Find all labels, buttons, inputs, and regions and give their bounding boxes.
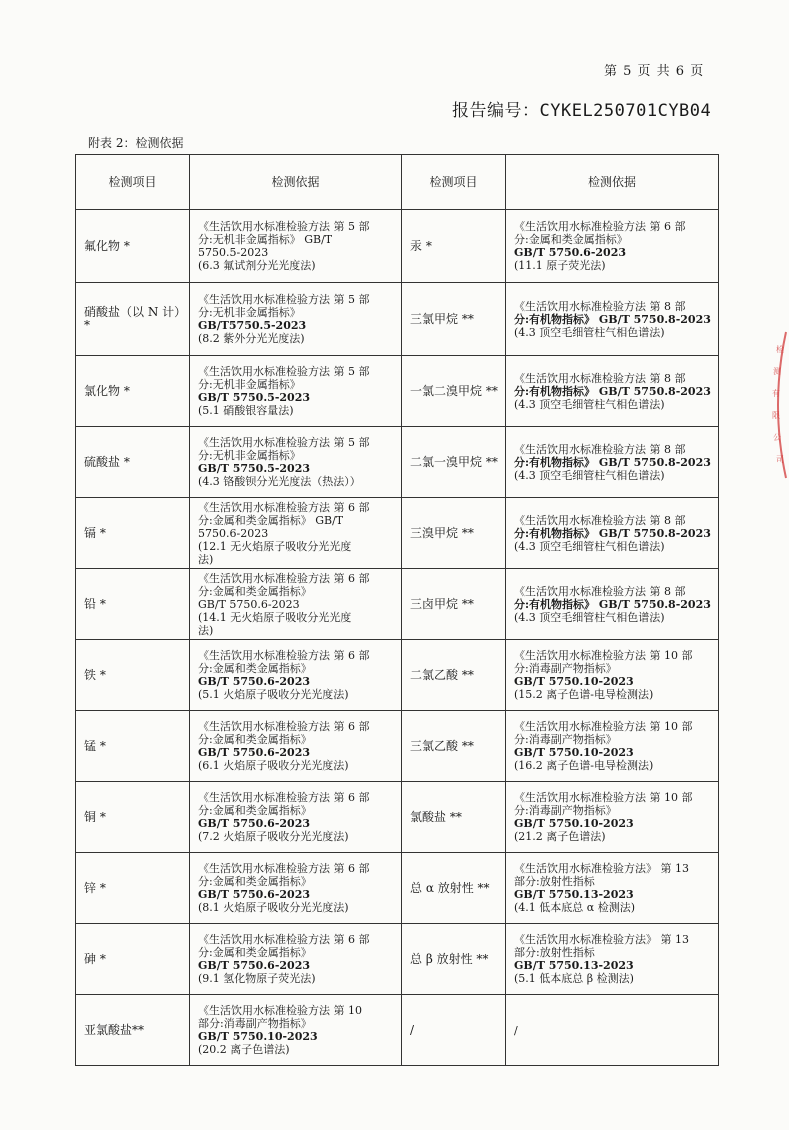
basis-line: (5.1 硝酸银容量法) <box>198 404 294 417</box>
page-indicator: 第 5 页 共 6 页 <box>604 64 705 79</box>
basis-line: GB/T 5750.10-2023 <box>514 675 634 688</box>
test-item: 三氯甲烷 ** <box>402 283 506 356</box>
basis-line: 分:金属和类金属指标》 <box>198 662 312 675</box>
basis-line: (6.3 氟试剂分光光度法) <box>198 259 316 272</box>
basis-line: 分:消毒副产物指标》 <box>514 662 617 675</box>
table-row <box>76 356 719 427</box>
basis-line: (9.1 氢化物原子荧光法) <box>198 972 316 985</box>
basis-line: (4.3 顶空毛细管柱气相色谱法) <box>514 468 665 482</box>
svg-text:限: 限 <box>772 411 780 420</box>
basis-line: 分:消毒副产物指标》 <box>514 733 617 746</box>
test-item: 一氯二溴甲烷 ** <box>402 356 506 427</box>
basis-line: 《生活饮用水标准检验方法 第 8 部 <box>514 299 686 313</box>
basis-line: 《生活饮用水标准检验方法 第 6 部 <box>198 720 370 733</box>
test-item: 总 α 放射性 ** <box>402 853 506 924</box>
test-item: 铁 * <box>76 640 190 711</box>
basis-line: 《生活饮用水标准检验方法 第 5 部 <box>198 436 370 449</box>
basis-line: 《生活饮用水标准检验方法 第 8 部 <box>514 584 686 598</box>
table-caption: 附表 2：检测依据 <box>88 136 184 150</box>
test-item: 汞 * <box>402 210 506 283</box>
test-item: 砷 * <box>76 924 190 995</box>
basis-line: 分:无机非金属指标》 <box>198 378 301 391</box>
report-number <box>452 96 711 121</box>
column-header: 检测依据 <box>506 155 719 210</box>
test-item: / <box>402 995 506 1066</box>
test-basis <box>506 782 719 853</box>
basis-line: (7.2 火焰原子吸收分光光度法) <box>198 830 349 843</box>
test-basis <box>190 498 402 569</box>
table-row <box>76 569 719 640</box>
test-item: 锰 * <box>76 711 190 782</box>
basis-line: GB/T 5750.13-2023 <box>514 888 634 901</box>
basis-line: 分:金属和类金属指标》 GB/T <box>198 513 344 527</box>
basis-line: 分:有机物指标》 GB/T 5750.8-2023 <box>514 312 711 326</box>
test-item: 亚氯酸盐** <box>76 995 190 1066</box>
basis-line: 《生活饮用水标准检验方法 第 5 部 <box>198 220 370 233</box>
basis-line: 分:无机非金属指标》 <box>198 306 301 319</box>
basis-line: 《生活饮用水标准检验方法 第 6 部 <box>198 791 370 804</box>
basis-line: 部分:放射性指标 <box>514 875 595 888</box>
basis-line: GB/T 5750.6-2023 <box>198 959 311 972</box>
test-basis <box>506 569 719 640</box>
table-row <box>76 427 719 498</box>
basis-line: 分:金属和类金属指标》 <box>198 875 312 888</box>
basis-line: (20.2 离子色谱法) <box>198 1043 290 1056</box>
test-item: 镉 * <box>76 498 190 569</box>
basis-table <box>75 154 719 1066</box>
test-basis <box>506 640 719 711</box>
test-item: 硫酸盐 * <box>76 427 190 498</box>
basis-line: (21.2 离子色谱法) <box>514 830 606 843</box>
basis-line: 《生活饮用水标准检验方法》 第 13 <box>514 933 689 946</box>
test-item: 三溴甲烷 ** <box>402 498 506 569</box>
basis-line: 法) <box>198 552 214 566</box>
test-item: 三氯乙酸 ** <box>402 711 506 782</box>
table-row <box>76 283 719 356</box>
basis-line: GB/T 5750.6-2023 <box>514 246 627 259</box>
table-row <box>76 711 719 782</box>
test-basis <box>190 210 402 283</box>
basis-line: 《生活饮用水标准检验方法 第 6 部 <box>198 649 370 662</box>
table-row <box>76 995 719 1066</box>
basis-line: (4.3 铬酸钡分光光度法（热法）） <box>198 475 361 488</box>
basis-line: (4.3 顶空毛细管柱气相色谱法) <box>514 325 665 339</box>
basis-line: 分:无机非金属指标》 GB/T <box>198 233 333 246</box>
basis-line: 《生活饮用水标准检验方法 第 6 部 <box>514 220 686 233</box>
column-header: 检测项目 <box>402 155 506 210</box>
basis-line: (4.3 顶空毛细管柱气相色谱法) <box>514 539 665 553</box>
basis-line: GB/T 5750.6-2023 <box>198 746 311 759</box>
basis-line: 部分:消毒副产物指标》 <box>198 1017 312 1030</box>
basis-line: 部分:放射性指标 <box>514 946 595 959</box>
test-basis <box>506 498 719 569</box>
seal-stamp-partial <box>766 330 788 480</box>
test-basis <box>506 711 719 782</box>
test-item: 铜 * <box>76 782 190 853</box>
report-number-value: CYKEL250701CYB04 <box>539 101 712 121</box>
basis-line: (5.1 低本底总 β 检测法) <box>514 972 634 985</box>
basis-line: 《生活饮用水标准检验方法 第 6 部 <box>198 500 370 514</box>
basis-line: GB/T 5750.10-2023 <box>514 746 634 759</box>
basis-line: (4.3 顶空毛细管柱气相色谱法) <box>514 397 665 411</box>
svg-text:有: 有 <box>772 389 780 398</box>
test-basis <box>190 711 402 782</box>
test-basis <box>506 995 719 1066</box>
basis-line: GB/T 5750.6-2023 <box>198 597 300 611</box>
basis-line: (5.1 火焰原子吸收分光光度法) <box>198 688 349 701</box>
basis-line: 分:金属和类金属指标》 <box>198 804 312 817</box>
basis-line: 《生活饮用水标准检验方法 第 5 部 <box>198 365 370 378</box>
basis-line: GB/T 5750.10-2023 <box>198 1030 318 1043</box>
basis-line: 《生活饮用水标准检验方法 第 6 部 <box>198 933 370 946</box>
test-basis <box>506 853 719 924</box>
test-basis <box>190 427 402 498</box>
table-row <box>76 210 719 283</box>
basis-line: 分:金属和类金属指标》 <box>198 733 312 746</box>
basis-line: (16.2 离子色谱-电导检测法) <box>514 759 654 772</box>
test-basis <box>506 427 719 498</box>
basis-line: GB/T5750.5-2023 <box>198 319 307 332</box>
test-item: 三卤甲烷 ** <box>402 569 506 640</box>
basis-line: GB/T 5750.6-2023 <box>198 888 311 901</box>
basis-line: 《生活饮用水标准检验方法》 第 13 <box>514 862 689 875</box>
test-basis <box>190 356 402 427</box>
test-basis <box>506 210 719 283</box>
basis-line: GB/T 5750.5-2023 <box>198 391 311 404</box>
basis-line: GB/T 5750.6-2023 <box>198 817 311 830</box>
basis-line: (6.1 火焰原子吸收分光光度法) <box>198 759 349 772</box>
basis-line: 《生活饮用水标准检验方法 第 8 部 <box>514 513 686 527</box>
table-row <box>76 853 719 924</box>
column-header: 检测项目 <box>76 155 190 210</box>
basis-line: 分:无机非金属指标》 <box>198 449 301 462</box>
test-basis <box>190 640 402 711</box>
test-basis <box>190 995 402 1066</box>
basis-line: 分:有机物指标》 GB/T 5750.8-2023 <box>514 526 711 540</box>
basis-line: 分:金属和类金属指标》 <box>514 233 628 246</box>
basis-line: (4.3 顶空毛细管柱气相色谱法) <box>514 610 665 624</box>
basis-line: (4.1 低本底总 α 检测法) <box>514 901 635 914</box>
test-item: 氯化物 * <box>76 356 190 427</box>
basis-line: (8.1 火焰原子吸收分光光度法) <box>198 901 349 914</box>
basis-line: GB/T 5750.13-2023 <box>514 959 634 972</box>
column-header: 检测依据 <box>190 155 402 210</box>
basis-line: 《生活饮用水标准检验方法 第 5 部 <box>198 293 370 306</box>
basis-line: 分:有机物指标》 GB/T 5750.8-2023 <box>514 597 711 611</box>
basis-line: 分:金属和类金属指标》 <box>198 584 312 598</box>
basis-line: (15.2 离子色谱-电导检测法) <box>514 688 654 701</box>
test-item: 锌 * <box>76 853 190 924</box>
test-item: 铅 * <box>76 569 190 640</box>
basis-line: 《生活饮用水标准检验方法 第 10 部 <box>514 720 693 733</box>
table-row <box>76 498 719 569</box>
test-item: 二氯乙酸 ** <box>402 640 506 711</box>
test-item: 硝酸盐（以 N 计）* <box>76 283 190 356</box>
basis-line: GB/T 5750.5-2023 <box>198 462 311 475</box>
basis-line: 《生活饮用水标准检验方法 第 10 部 <box>514 649 693 662</box>
basis-line: 法) <box>198 623 214 637</box>
test-basis <box>190 569 402 640</box>
svg-text:检: 检 <box>776 345 784 354</box>
test-basis <box>190 924 402 995</box>
svg-text:测: 测 <box>773 367 781 376</box>
basis-line: (11.1 原子荧光法) <box>514 259 606 272</box>
basis-line: 《生活饮用水标准检验方法 第 10 <box>198 1004 362 1017</box>
table-row <box>76 640 719 711</box>
test-basis <box>506 356 719 427</box>
test-item: 氟化物 * <box>76 210 190 283</box>
basis-line: (12.1 无火焰原子吸收分光光度 <box>198 539 352 553</box>
basis-line: (8.2 紫外分光光度法) <box>198 332 305 345</box>
basis-line: 《生活饮用水标准检验方法 第 8 部 <box>514 442 686 456</box>
test-basis <box>506 283 719 356</box>
basis-line: 《生活饮用水标准检验方法 第 10 部 <box>514 791 693 804</box>
basis-line: 《生活饮用水标准检验方法 第 8 部 <box>514 371 686 385</box>
test-basis <box>190 782 402 853</box>
test-basis <box>190 853 402 924</box>
test-item: 氯酸盐 ** <box>402 782 506 853</box>
basis-line: GB/T 5750.10-2023 <box>514 817 634 830</box>
basis-line: 《生活饮用水标准检验方法 第 6 部 <box>198 571 370 585</box>
basis-line: 分:金属和类金属指标》 <box>198 946 312 959</box>
basis-line: / <box>514 1023 518 1037</box>
basis-line: 5750.5-2023 <box>198 246 269 259</box>
basis-line: 《生活饮用水标准检验方法 第 6 部 <box>198 862 370 875</box>
basis-line: 分:有机物指标》 GB/T 5750.8-2023 <box>514 384 711 398</box>
table-row <box>76 782 719 853</box>
svg-text:司: 司 <box>776 455 784 464</box>
test-item: 总 β 放射性 ** <box>402 924 506 995</box>
basis-line: (14.1 无火焰原子吸收分光光度 <box>198 610 352 624</box>
test-item: 二氯一溴甲烷 ** <box>402 427 506 498</box>
table-header-row <box>76 155 719 210</box>
svg-text:公: 公 <box>773 433 781 442</box>
test-basis <box>190 283 402 356</box>
basis-line: GB/T 5750.6-2023 <box>198 675 311 688</box>
basis-line: 分:有机物指标》 GB/T 5750.8-2023 <box>514 455 711 469</box>
basis-line: 5750.6-2023 <box>198 526 269 540</box>
table-row <box>76 924 719 995</box>
report-number-label: 报告编号： <box>452 101 540 121</box>
test-basis <box>506 924 719 995</box>
basis-line: 分:消毒副产物指标》 <box>514 804 617 817</box>
